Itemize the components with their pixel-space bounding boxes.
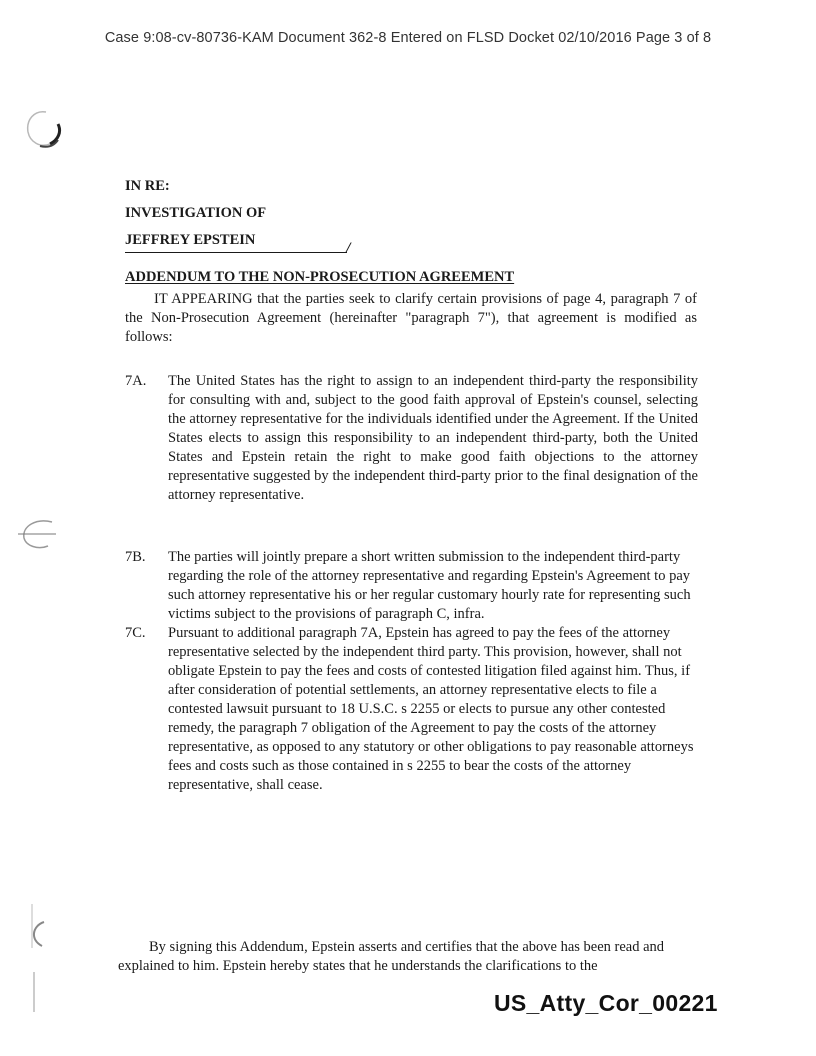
caption-line-in-re: IN RE: [125,178,170,194]
punch-hole-middle-icon [16,518,66,552]
paragraph-text: The United States has the right to assign to an independent third-party the responsibility for consulting with and, subject to the good faith approval of Epstein's counsel, selecting the attorney representative for the individuals identified under the Agreement. If the United States elects to assign this responsibility to an independent third-party, both the United States and Epstein retain the right to make good faith objections to the attorney representative suggested by the independent third-party prior to the final designation of the attorney representative. [168,373,698,503]
addendum-title: ADDENDUM TO THE NON-PROSECUTION AGREEMENT [125,269,515,285]
caption-line-name: JEFFREY EPSTEIN [125,232,256,248]
court-filing-header: Case 9:08-cv-80736-KAM Document 362-8 Entered on FLSD Docket 02/10/2016 Page 3 of 8 [104,30,712,46]
punch-hole-bottom-icon [14,900,54,1020]
paragraph-label: 7A. [125,373,147,389]
paragraph-text: The parties will jointly prepare a short written submission to the independent third-party regarding the role of the attorney representative and regarding Epstein's Agreement to pay such attorney representative his or her regular customary hourly rate for representing such victims subject to the provisions of paragraph C, infra. [168,549,691,622]
case-caption [125,173,266,254]
caption-slash: / [346,240,351,257]
paragraph-label: 7C. [125,625,146,641]
paragraph-text: Pursuant to additional paragraph 7A, Epstein has agreed to pay the fees of the attorney representative selected by the independent third party. This provision, however, shall not obligate Epstein to pay the fees and costs of contested litigation filed against him. Thus, if after consideration of potential settlements, an attorney representative elects to file a contested lawsuit pursuant to 18 U.S.C. s 2255 or elects to pursue any other contested remedy, the paragraph 7 obligation of the Agreement to pay the costs of the attorney representative, as opposed to any statutory or other obligations to pay reasonable attorneys fees and costs such as those contained in s 2255 to bear the costs of the attorney representative, shall cease. [168,625,694,793]
punch-hole-top-icon [20,106,66,152]
caption-underline [125,252,347,253]
bates-number: US_Atty_Cor_00221 [494,990,718,1016]
paragraph-label: 7B. [125,549,146,565]
closing-paragraph: By signing this Addendum, Epstein asserts and certifies that the above has been read and explained to him. Epstein hereby states that he understands the clarifications to the [118,939,665,974]
intro-paragraph: IT APPEARING that the parties seek to clarify certain provisions of page 4, paragraph 7 of the Non-Prosecution Agreement (hereinafter "paragraph 7"), that agreement is modified as follows: [125,291,697,345]
caption-line-investigation: INVESTIGATION OF [125,205,267,221]
